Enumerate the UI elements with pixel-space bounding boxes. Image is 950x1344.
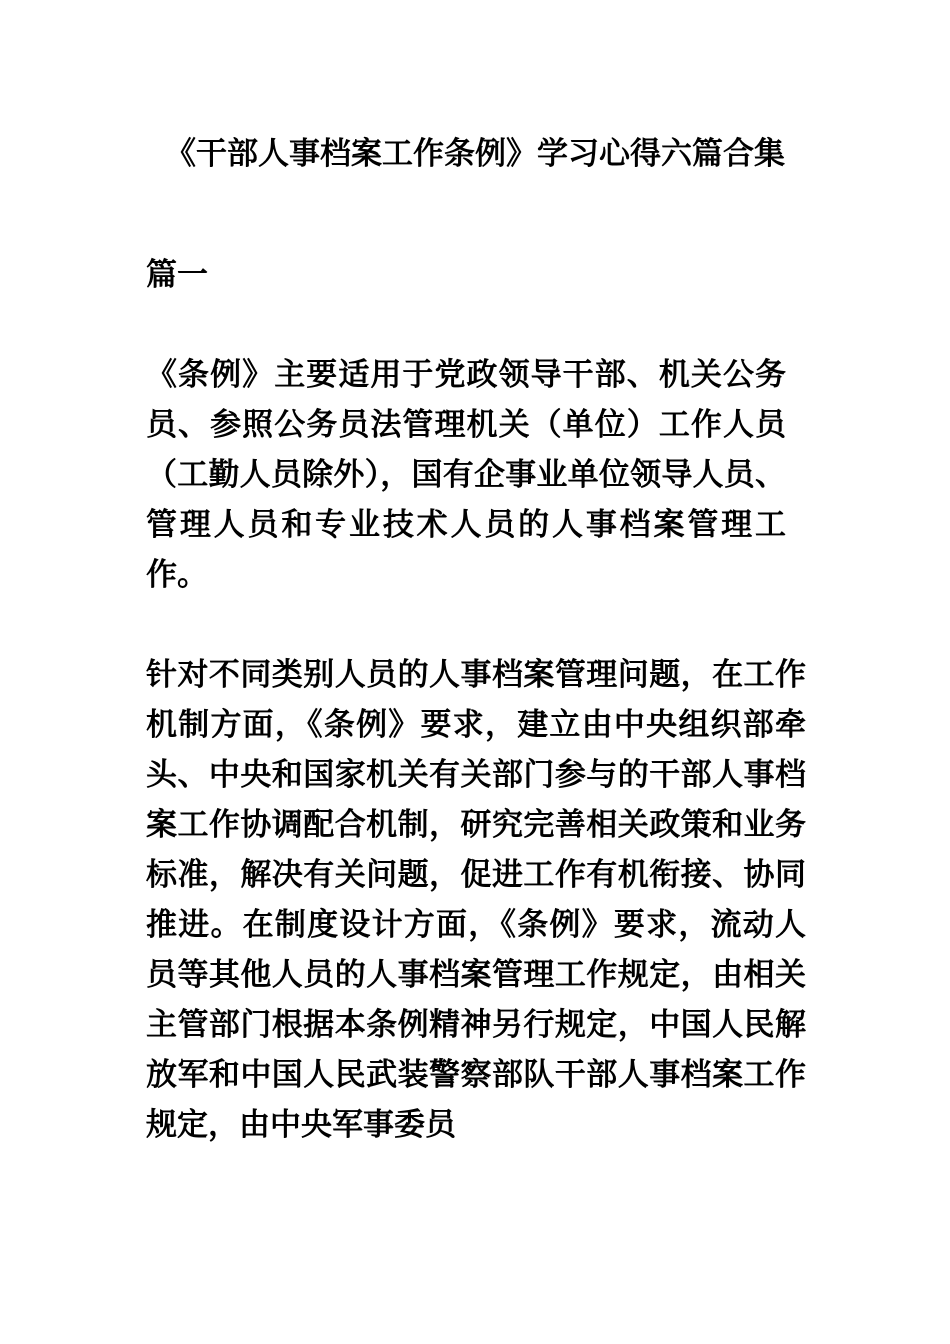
paragraph-2: 针对不同类别人员的人事档案管理问题，在工作机制方面，《条例》要求，建立由中央组织部牵头、中央和国家机关有关部门参与的干部人事档案工作协调配合机制，研究完善相关政策和业务标准，解决有关问题，促进工作有机衔接、协同推进。在制度设计方面，《条例》要求，流动人员等其他人员的人事档案管理工作规定，由相关主管部门根据本条例精神另行规定，中国人民解放军和中国人民武装警察部队干部人事档案工作规定，由中央军事委员 <box>146 657 806 1143</box>
paragraph-1: 《条例》主要适用于党政领导干部、机关公务员、参照公务员法管理机关（单位）工作人员（工勤人员除外），国有企事业单位领导人员、管理人员和专业技术人员的人事档案管理工作。 <box>146 357 786 593</box>
section-heading: 篇一 <box>146 257 208 293</box>
document-title: 《干部人事档案工作条例》学习心得六篇合集 <box>165 136 785 172</box>
